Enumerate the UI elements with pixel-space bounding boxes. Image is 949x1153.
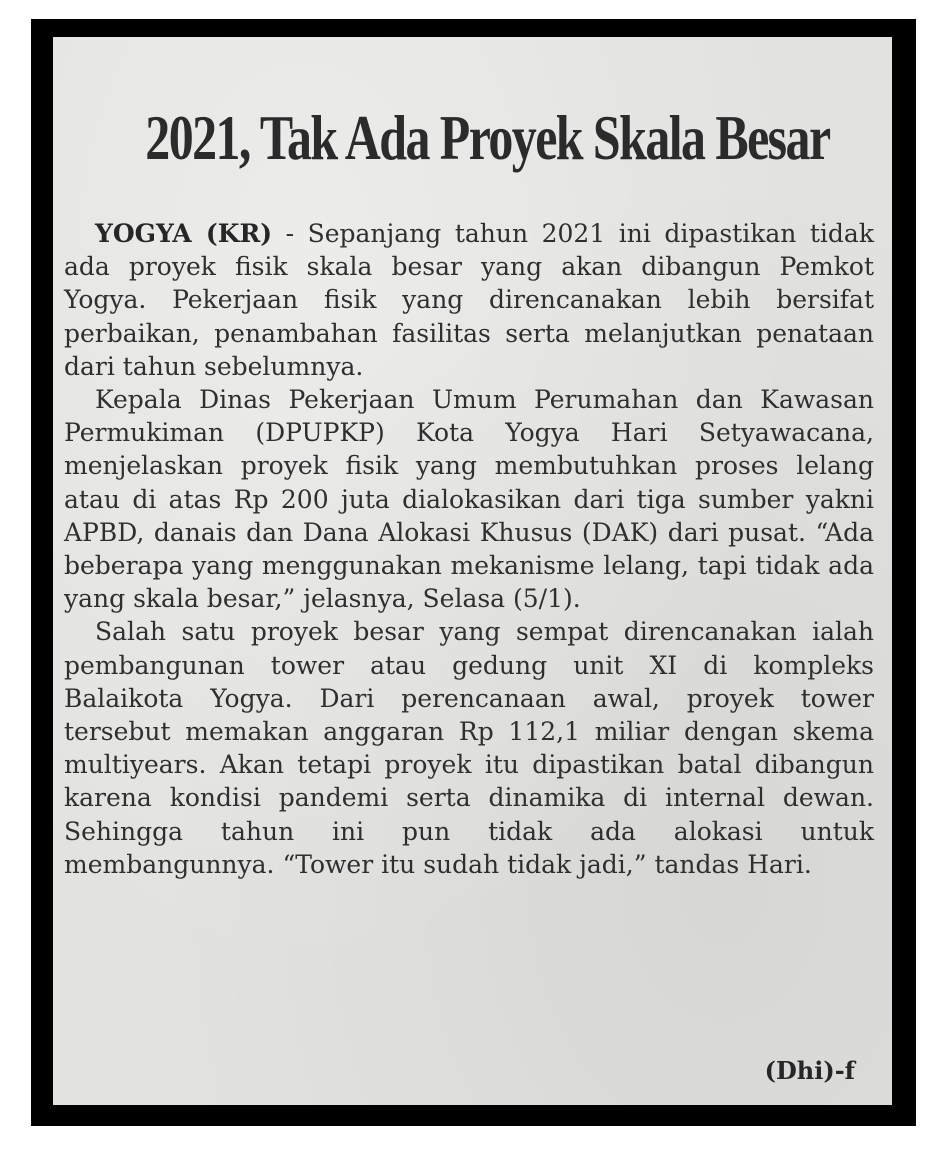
paragraph-2: Kepala Dinas Pekerjaan Umum Perumahan dan Kawasan Permukiman (DPUPKP) Kota Yogya Hari Setyawacana, menjelaskan proyek fisik yang membutuhkan proses lelang atau di atas Rp 200 juta dialokasikan dari tiga sumber yakni APBD, danais dan Dana Alokasi Khusus (DAK) dari pusat. “Ada beberapa yang menggunakan mekanisme lelang, tapi tidak ada yang skala besar,” jelasnya, Selasa (5/1). — [64, 385, 874, 614]
dateline: YOGYA (KR) — [95, 219, 273, 248]
newspaper-clipping — [53, 37, 892, 1105]
paragraph-1 — [64, 217, 874, 383]
paragraph-1-text: - Sepanjang tahun 2021 ini dipastikan tidak ada proyek fisik skala besar yang akan dibangun Pemkot Yogya. Pekerjaan fisik yang direncanakan lebih bersifat perbaikan, penambahan fasilitas serta melanjutkan penataan dari tahun sebelumnya. — [64, 219, 874, 381]
author-byline: (Dhi)-f — [764, 1056, 855, 1085]
article-headline: 2021, Tak Ada Proyek Skala Besar — [145, 102, 830, 173]
black-border-frame — [31, 19, 916, 1126]
paragraph-3: Salah satu proyek besar yang sempat direncanakan ialah pembangunan tower atau gedung unit XI di kompleks Balaikota Yogya. Dari perencanaan awal, proyek tower tersebut memakan anggaran Rp 112,1 miliar dengan skema multiyears. Akan tetapi proyek itu dipastikan batal dibangun karena kondisi pandemi serta dinamika di internal dewan. Sehingga tahun ini pun tidak ada alokasi untuk membangunnya. “Tower itu sudah tidak jadi,” tandas Hari. — [64, 617, 874, 879]
article-body — [64, 217, 874, 881]
